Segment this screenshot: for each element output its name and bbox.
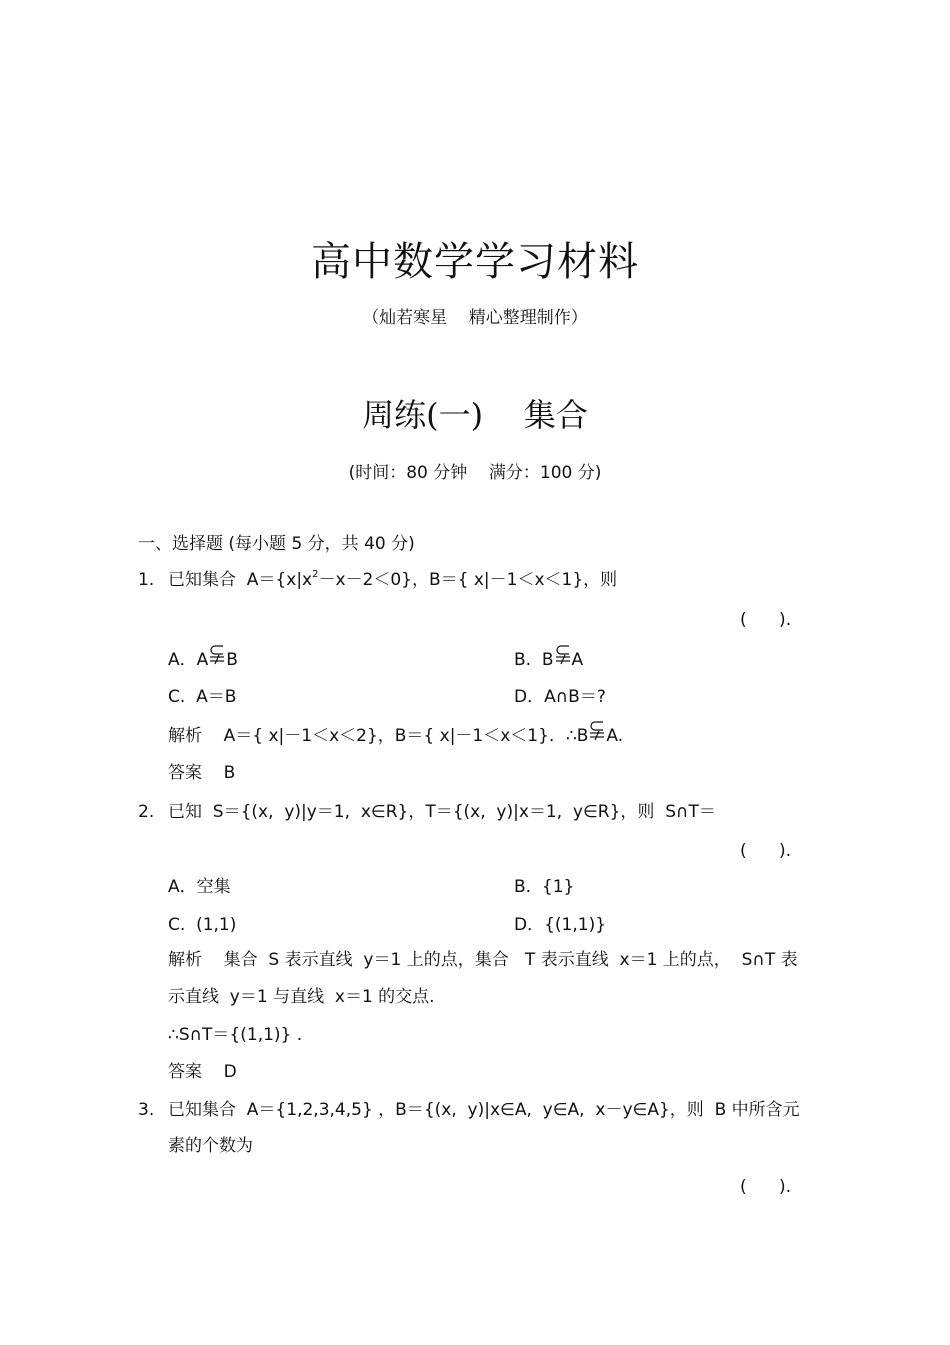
document-subtitle: （灿若寒星 精心整理制作） <box>362 308 588 328</box>
q1-stem: 已知集合 $A=\{x|x^2-x-2<0\}$，B＝{ x|－1＜x＜1}，则 <box>168 569 618 590</box>
proper-subset-icon <box>589 726 605 742</box>
q1-option-d: D．A∩B＝? <box>514 687 606 707</box>
q2-analysis-line-2: 示直线 y＝1 与直线 x＝1 的交点. <box>168 987 435 1007</box>
section-title: 周练(一) 集合 <box>362 396 588 434</box>
q2-option-a: A．空集 <box>168 877 231 897</box>
q1-number: 1. <box>138 570 155 590</box>
q3-stem-line-1: 已知集合 A＝{1,2,3,4,5} ，B＝{(x, y)|x∈A, y∈A, x－y∈A}，则 B 中所含元 <box>168 1100 800 1120</box>
q1-option-b: B. B A <box>514 649 583 671</box>
q2-analysis-line-3: ∴S∩T＝{(1,1)} . <box>168 1025 303 1045</box>
q2-number: 2. <box>138 802 155 822</box>
exam-meta: (时间：80 分钟 满分：100 分) <box>348 463 602 483</box>
document-title: 高中数学学习材料 <box>311 239 639 285</box>
q3-number: 3. <box>138 1100 155 1120</box>
proper-subset-icon <box>209 650 225 666</box>
q3-answer-paren: ( ). <box>740 1177 792 1197</box>
q1-answer: 答案 B <box>168 763 236 783</box>
q2-option-b: B. {1} <box>514 877 575 897</box>
q2-analysis-line-1: 解析 集合 S 表示直线 y＝1 上的点，集合 T 表示直线 x＝1 上的点， S∩T 表 <box>168 950 798 970</box>
q2-option-c: C. (1,1) <box>168 915 237 935</box>
q1-analysis: 解析 A＝{ x|－1＜x＜2}，B＝{ x|－1＜x＜1}．∴B A. <box>168 725 623 747</box>
q2-answer-paren: ( ). <box>740 841 792 861</box>
q1-exponent: 2 <box>312 569 319 580</box>
q1-option-a: A．A B <box>168 649 238 671</box>
q1-answer-paren: ( ). <box>740 610 792 630</box>
q2-stem: 已知 S＝{(x, y)|y＝1, x∈R}，T＝{(x, y)|x＝1, y∈R}，则 S∩T＝ <box>168 802 716 822</box>
q3-stem-line-2: 素的个数为 <box>168 1136 253 1156</box>
q1-option-c: C. A＝B <box>168 687 237 707</box>
part-heading: 一、选择题 (每小题 5 分，共 40 分) <box>138 534 415 554</box>
q2-option-d: D．{(1,1)} <box>514 915 607 935</box>
q2-answer: 答案 D <box>168 1062 237 1082</box>
proper-subset-icon <box>555 650 571 666</box>
